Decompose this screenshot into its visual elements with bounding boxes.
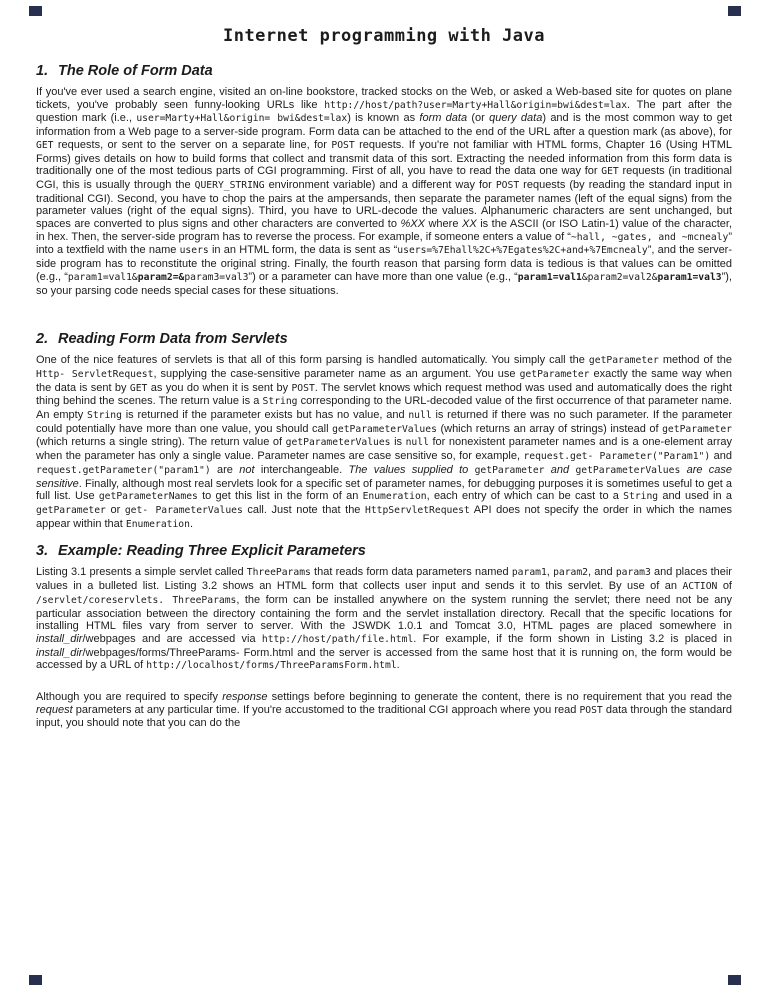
corner-mark-top-left: [29, 6, 42, 16]
section-reading-form-data-from-servlets: [36, 331, 732, 531]
document-content: [36, 26, 732, 742]
section-title: The Role of Form Data: [58, 63, 213, 79]
section-role-of-form-data: [36, 63, 732, 297]
section-heading: [36, 63, 732, 79]
paragraph: Listing 3.1 presents a simple servlet called ThreeParams that reads form data parameters named param1, param2, and param3 and places their values in a bulleted list. Listing 3.2 shows an HTML form that collects user input and sends it to this servlet. By use of an ACTION of /servlet/coreservlets. ThreeParams, the form can be installed anywhere on the system running the servlet; there need not be any particular association between the directory containing the form and the servlet installation directory. Recall that the specific locations for installing HTML files vary from server to server. With the JSWDK 1.0.1 and Tomcat 3.0, HTML pages are placed somewhere in install_dir/webpages and are accessed via http://host/path/file.html. For example, if the form shown in Listing 3.2 is placed in install_dir/webpages/forms/ThreeParams- Form.html and the server is accessed from the same host that it is running on, the form would be accessed by a URL of http://localhost/forms/ThreeParamsForm.html.: [36, 566, 732, 672]
section-title: Reading Form Data from Servlets: [58, 331, 288, 348]
corner-mark-top-right: [728, 6, 741, 16]
paragraph: One of the nice features of servlets is that all of this form parsing is handled automatically. You simply call the getParameter method of the Http- ServletRequest, supplying the case-sensitive parameter name as an argument. You use getParameter exactly the same way when the data is sent by GET as you do when it is sent by POST. The servlet knows which request method was used and automatically does the right thing behind the scenes. The return value is a String corresponding to the URL-decoded value of the first occurrence of that parameter name. An empty String is returned if the parameter exists but has no value, and null is returned if there was no such parameter. If the parameter could potentially have more than one value, you should call getParameterValues (which returns an array of strings) instead of getParameter (which returns a single string). The return value of getParameterValues is null for nonexistent parameter names and is a one-element array when the parameter has only a single value. Parameter names are case sensitive so, for example, request.get- Parameter("Param1") and request.getParameter("param1") are not interchangeable. The values supplied to getParameter and getParameterValues are case sensitive. Finally, although most real servlets look for a specific set of parameter names, for debugging purposes it is sometimes useful to get a full list. Use getParameterNames to get this list in the form of an Enumeration, each entry of which can be cast to a String and used in a getParameter or get- ParameterValues call. Just note that the HttpServletRequest API does not specify the order in which the names appear within that Enumeration.: [36, 354, 733, 530]
corner-mark-bottom-right: [728, 975, 741, 985]
section-number: 3.: [36, 543, 49, 560]
section-number: 1.: [36, 63, 49, 79]
document-title: Internet programming with Java: [222, 26, 546, 46]
paragraph: If you've ever used a search engine, visited an on-line bookstore, tracked stocks on the Web, or asked a Web-based site for quotes on plane tickets, you've probably seen funny-looking URLs like http://host/path?user=Marty+Hall&origin=bwi&dest=lax. The part after the question mark (i.e., user=Marty+Hall&origin= bwi&dest=lax) is known as form data (or query data) and is the most common way to get information from a Web page to a server-side program. Form data can be attached to the end of the URL after a question mark (as above), for GET requests, or sent to the server on a separate line, for POST requests. If you're not familiar with HTML forms, Chapter 16 (Using HTML Forms) gives details on how to build forms that collect and transmit data of this sort. Extracting the needed information from this form data is traditionally one of the most tedious parts of CGI programming. First of all, you have to read the data one way for GET requests (in traditional CGI, this is usually through the QUERY_STRING environment variable) and a different way for POST requests (by reading the standard input in traditional CGI). Second, you have to chop the pairs at the ampersands, then separate the parameter names (left of the equal signs) from the parameter values (right of the equal signs). Third, you have to URL-decode the values. Alphanumeric characters are sent unchanged, but spaces are converted to plus signs and other characters are converted to %XX where XX is the ASCII (or ISO Latin-1) value of the character, in hex. Then, the server-side program has to reverse the process. For example, if someone enters a value of “~hall, ~gates, and ~mcnealy” into a textfield with the name users in an HTML form, the data is sent as “users=%7Ehall%2C+%7Egates%2C+and+%7Emcnealy”, and the server-side program has to reconstitute the original string. Finally, the fourth reason that parsing form data is tedious is that values can be omitted (e.g., “param1=val1&param2=&param3=val3”) or a parameter can have more than one value (e.g., “param1=val1&param2=val2&param1=val3”), so your parsing code needs special cases for these situations.: [36, 86, 733, 297]
paragraph: Although you are required to specify response settings before beginning to generate the content, there is no requirement that you read the request parameters at any particular time. If you're accustomed to the traditional CGI approach where you read POST data through the standard input, you should note that you can do the: [36, 691, 732, 730]
section-number: 2.: [36, 331, 49, 348]
section-heading: [36, 543, 732, 559]
corner-mark-bottom-left: [29, 975, 42, 985]
section-title: Example: Reading Three Explicit Parameters: [58, 543, 366, 560]
section-example-reading-three-explicit-parameters: [36, 543, 732, 730]
section-heading: [36, 331, 732, 347]
